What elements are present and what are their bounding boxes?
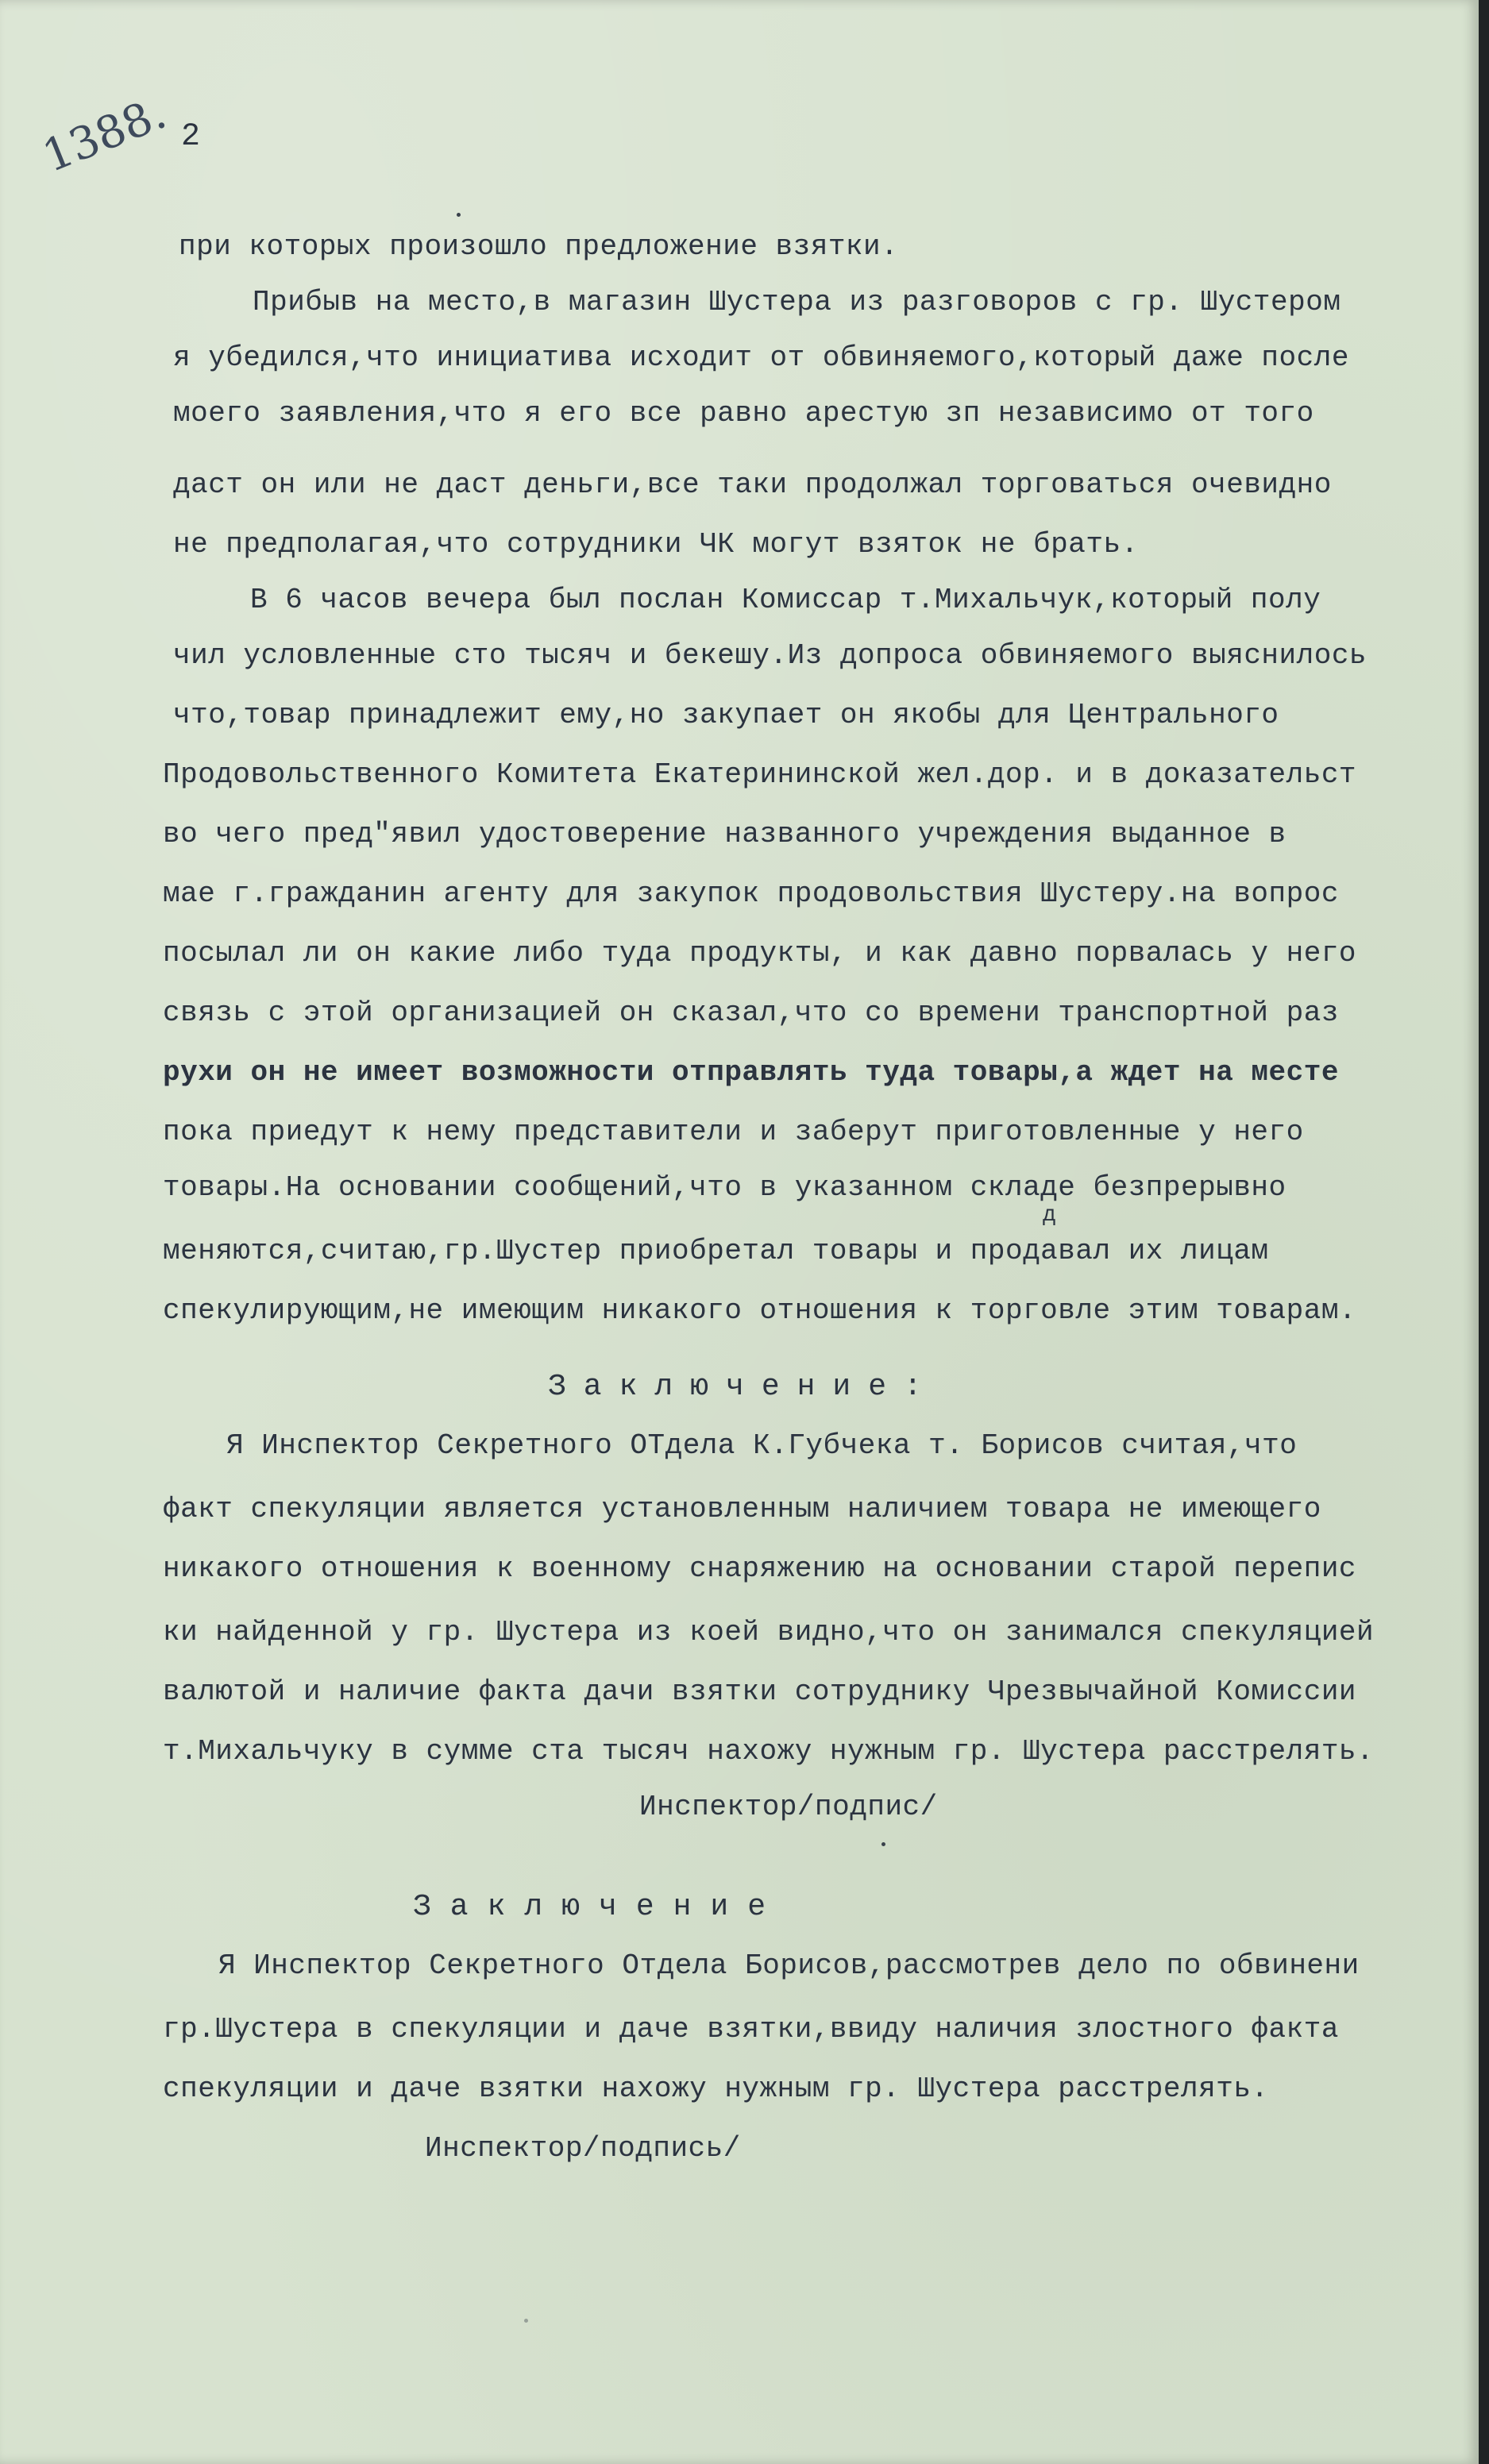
correction-mark: д: [1043, 1203, 1057, 1228]
conclusion-heading: Заключение:: [548, 1370, 939, 1404]
page-number: 2: [181, 119, 201, 155]
text-line: спекулирующим,не имеющим никакого отношения к торговле этим товарам.: [163, 1294, 1357, 1327]
paper-speck: [524, 2319, 528, 2323]
text-line: что,товар принадлежит ему,но закупает он якобы для Центрального: [173, 699, 1279, 731]
scan-edge: [1479, 0, 1489, 2464]
text-line: никакого отношения к военному снаряжению на основании старой перепис: [163, 1552, 1357, 1585]
text-line: гр.Шустера в спекуляции и даче взятки,ввиду наличия злостного факта: [163, 2013, 1339, 2046]
text-line: Я Инспектор Секретного ОТдела К.Губчека т. Борисов считая,что: [226, 1429, 1298, 1462]
text-line: моего заявления,что я его все равно арестую зп независимо от того: [173, 397, 1314, 430]
archive-mark: 1388.: [36, 87, 174, 183]
text-line: не предполагая,что сотрудники ЧК могут взяток не брать.: [173, 528, 1139, 561]
text-line: связь с этой организацией он сказал,что со времени транспортной раз: [163, 997, 1339, 1029]
text-line: ки найденной у гр. Шустера из коей видно,что он занимался спекуляцией: [163, 1616, 1375, 1648]
text-line: рухи он не имеет возможности отправлять туда товары,а ждет на месте: [163, 1056, 1339, 1089]
signature: Инспектор/подпис/: [639, 1791, 938, 1823]
text-line: т.Михальчуку в сумме ста тысяч нахожу нужным гр. Шустера расстрелять.: [163, 1735, 1375, 1768]
text-line: факт спекуляции является установленным наличием товара не имеющего: [163, 1493, 1321, 1525]
text-line: пока приедут к нему представители и заберут приготовленные у него: [163, 1116, 1304, 1148]
text-line: Прибыв на место,в магазин Шустера из разговоров с гр. Шустером: [253, 286, 1341, 318]
conclusion-heading: Заключение: [413, 1890, 785, 1924]
signature: Инспектор/подпись/: [425, 2132, 741, 2165]
text-line: даст он или не даст деньги,все таки продолжал торговаться очевидно: [173, 469, 1332, 501]
text-line: во чего пред"явил удостоверение названного учреждения выданное в: [163, 818, 1286, 850]
text-line: посылал ли он какие либо туда продукты, и как давно порвалась у него: [163, 937, 1357, 970]
text-line: спекуляции и даче взятки нахожу нужным гр. Шустера расстрелять.: [163, 2073, 1269, 2105]
text-line: валютой и наличие факта дачи взятки сотруднику Чрезвычайной Комиссии: [163, 1675, 1357, 1708]
text-line: меняются,считаю,гр.Шустер приобретал товары и продавал их лицам: [163, 1235, 1269, 1267]
paper-speck: [457, 213, 461, 217]
paper-speck: [881, 1842, 885, 1846]
text-line: при которых произошло предложение взятки.: [179, 230, 899, 263]
text-line: чил условленные сто тысяч и бекешу.Из допроса обвиняемого выяснилось: [173, 639, 1367, 672]
text-line: товары.На основании сообщений,что в указанном складе безпрерывно: [163, 1171, 1286, 1204]
text-line: Я Инспектор Секретного Отдела Борисов,рассмотрев дело по обвинени: [218, 1949, 1360, 1982]
text-line: я убедился,что инициатива исходит от обвиняемого,который даже после: [173, 341, 1349, 374]
text-line: Продовольственного Комитета Екатерининской жел.дор. и в доказательст: [163, 758, 1357, 791]
text-line: В 6 часов вечера был послан Комиссар т.Михальчук,который полу: [250, 584, 1321, 616]
text-line: мае г.гражданин агенту для закупок продовольствия Шустеру.на вопрос: [163, 877, 1339, 910]
